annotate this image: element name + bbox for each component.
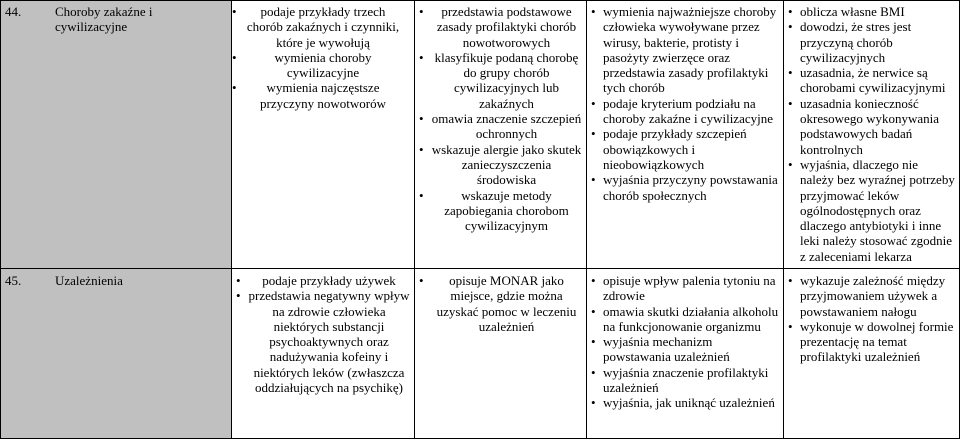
list-item: • wymienia najczęstsze przyczyny nowotworów	[232, 80, 414, 111]
lesson-topic: Choroby zakaźne i cywilizacyjne	[55, 4, 153, 35]
list-item: • wykazuje zależność między przyjmowaniem używek a powstawaniem nałogu	[788, 273, 955, 319]
requirements-complete-cell	[587, 269, 784, 439]
table-row	[1, 1, 960, 269]
list-item: • wyjaśnia, jak uniknąć uzależnień	[591, 395, 779, 410]
lesson-cell	[1, 269, 232, 439]
list-item: • wyjaśnia, dlaczego nie należy bez wyraźnej potrzeby przyjmować leków ogólnodostępnych oraz dlaczego antybiotyki i inne leki należy stosować zgodnie z zaleceniami lekarza	[788, 157, 955, 264]
lesson-number: 44.	[5, 4, 22, 19]
list-item: • wymienia choroby cywilizacyjne	[232, 50, 414, 81]
requirements-advanced-cell	[784, 269, 960, 439]
requirements-advanced-list	[788, 4, 955, 264]
list-item: • podaje przykłady używek	[236, 273, 410, 288]
list-item: • dowodzi, że stres jest przyczyną chorób cywilizacyjnych	[788, 19, 955, 65]
requirements-complete-list	[591, 273, 779, 411]
table-row	[1, 269, 960, 439]
list-item: • uzasadnia konieczność okresowego wykonywania podstawowych badań kontrolnych	[788, 96, 955, 157]
requirements-basic-list	[232, 4, 414, 111]
list-item: • przedstawia podstawowe zasady profilaktyki chorób nowotworowych	[419, 4, 582, 50]
requirements-advanced-list	[788, 273, 955, 365]
list-item: • omawia skutki działania alkoholu na funkcjonowanie organizmu	[591, 304, 779, 335]
list-item: • uzasadnia, że nerwice są chorobami cywilizacyjnymi	[788, 65, 955, 96]
requirements-extended-cell	[415, 1, 587, 269]
lesson-number: 45.	[5, 273, 22, 288]
requirements-basic-list	[236, 273, 410, 395]
list-item: • przedstawia negatywny wpływ na zdrowie człowieka niektórych substancji psychoaktywnych oraz nadużywania kofeiny i niektórych leków (zwłaszcza oddziałujących na psychikę)	[236, 288, 410, 395]
requirements-extended-list	[419, 273, 582, 334]
list-item: • wymienia najważniejsze choroby człowieka wywoływane przez wirusy, bakterie, protisty i pasożyty zwierzęce oraz przedstawia zasady profilaktyki tych chorób	[591, 4, 779, 96]
requirements-extended-cell	[415, 269, 587, 439]
lesson-topic: Uzależnienia	[55, 273, 123, 288]
list-item: • opisuje wpływ palenia tytoniu na zdrowie	[591, 273, 779, 304]
list-item: • wyjaśnia znaczenie profilaktyki uzależnień	[591, 365, 779, 396]
list-item: • wskazuje alergie jako skutek zanieczyszczenia środowiska	[419, 142, 582, 188]
list-item: • oblicza własne BMI	[788, 4, 955, 19]
list-item: • podaje przykłady szczepień obowiązkowych i nieobowiązkowych	[591, 126, 779, 172]
list-item: • wyjaśnia przyczyny powstawania chorób społecznych	[591, 172, 779, 203]
list-item: • wyjaśnia mechanizm powstawania uzależnień	[591, 334, 779, 365]
list-item: • opisuje MONAR jako miejsce, gdzie można uzyskać pomoc w leczeniu uzależnień	[419, 273, 582, 334]
lesson-cell	[1, 1, 232, 269]
requirements-complete-list	[591, 4, 779, 203]
requirements-complete-cell	[587, 1, 784, 269]
list-item: • omawia znaczenie szczepień ochronnych	[419, 111, 582, 142]
list-item: • podaje kryterium podziału na choroby zakaźne i cywilizacyjne	[591, 96, 779, 127]
requirements-advanced-cell	[784, 1, 960, 269]
requirements-basic-cell	[232, 269, 415, 439]
list-item: • podaje przykłady trzech chorób zakaźnych i czynniki, które je wywołują	[232, 4, 414, 50]
requirements-basic-cell	[232, 1, 415, 269]
list-item: • wykonuje w dowolnej formie prezentację na temat profilaktyki uzależnień	[788, 319, 955, 365]
list-item: • klasyfikuje podaną chorobę do grupy chorób cywilizacyjnych lub zakaźnych	[419, 50, 582, 111]
list-item: • wskazuje metody zapobiegania chorobom cywilizacyjnym	[419, 188, 582, 234]
requirements-extended-list	[419, 4, 582, 233]
